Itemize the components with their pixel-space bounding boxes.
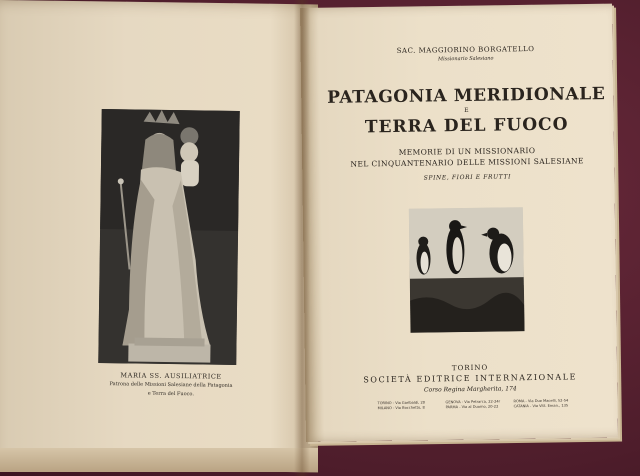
branch-item: ROMA - Via Due Macelli, 52-54 xyxy=(513,398,569,404)
motto: SPINE, FIORI E FRUTTI xyxy=(423,173,512,182)
author-role: Missionario Salesiano xyxy=(437,55,494,63)
caption-subtitle-line2: e Terra del Fuoco. xyxy=(147,390,194,397)
publisher-address: Corso Regina Margherita, 174 xyxy=(423,385,517,394)
title-conjunction: E xyxy=(464,106,469,114)
branch-item: TORINO - Via Garibaldi, 20 xyxy=(377,400,426,406)
title-line-2: TERRA DEL FUOCO xyxy=(364,114,569,138)
penguins-illustration xyxy=(409,207,525,333)
publisher-city: TORINO xyxy=(451,363,489,373)
branch-item: MILANO - Via Bocchetto, 8 xyxy=(377,405,425,411)
branch-item: GENOVA - Via Petrarca, 22-24r xyxy=(445,399,501,405)
title-line-1: PATAGONIA MERIDIONALE xyxy=(326,84,606,108)
statue-illustration xyxy=(98,109,240,365)
left-page-edge xyxy=(0,448,318,472)
subtitle-line-2: NEL CINQUANTENARIO DELLE MISSIONI SALESIANE xyxy=(350,156,584,169)
caption-title: MARIA SS. AUSILIATRICE xyxy=(120,371,222,381)
caption-subtitle-line1: Patrona delle Missioni Salesiane della Patagonia xyxy=(109,381,233,389)
subtitle-line-1: MEMORIE DI UN MISSIONARIO xyxy=(398,146,536,157)
author-name: SAC. MAGGIORINO BORGATELLO xyxy=(396,45,535,55)
penguins-photo xyxy=(409,207,525,333)
branch-item: CATANIA - Via Vitt. Eman., 135 xyxy=(513,403,569,409)
frontispiece-photo xyxy=(98,109,240,365)
frontispiece-caption xyxy=(96,371,246,398)
book-spine-gutter xyxy=(294,0,310,476)
branch-item: PARMA - Via al Duomo, 20-22 xyxy=(445,404,499,410)
publisher-name: SOCIETÀ EDITRICE INTERNAZIONALE xyxy=(363,372,578,385)
